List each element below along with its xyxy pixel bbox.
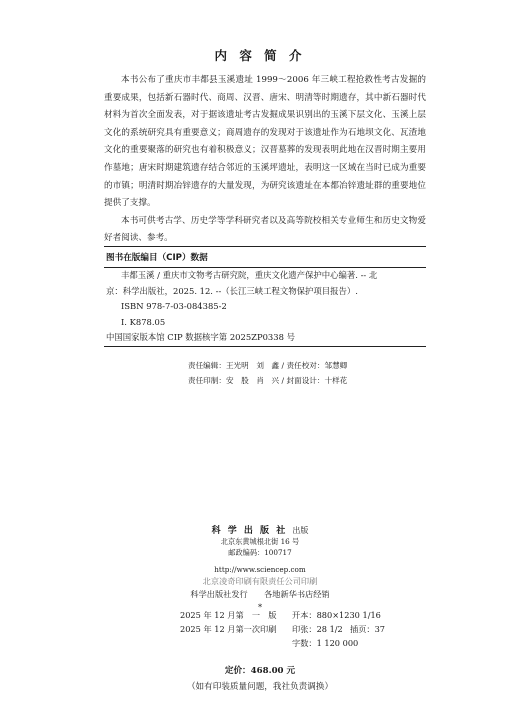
edition-row [180,609,400,623]
cip-bottom-rule [104,346,426,347]
staff-credits [188,358,438,388]
publisher-address: 北京东黄城根北街 16 号 [220,537,300,546]
cip-block [104,246,426,347]
publisher-name-suffix: 出版 [292,526,309,535]
publisher-postcode: 邮政编码：100717 [228,548,292,557]
format: 开本：880×1230 1/16 [292,610,381,620]
edition-info [180,609,400,650]
summary-title: 内 容 简 介 [214,48,306,63]
cip-heading: 图书在版编目（CIP）数据 [106,253,208,263]
cip-number: 中国国家版本馆 CIP 数据核字第 2025ZP0338 号 [106,332,295,343]
sheets: 印张：28 1/2 [292,623,343,634]
printing-row [180,623,400,637]
publisher-website: http://www.sciencep.com [214,565,306,574]
publisher-logo-text: 科 学 出 版 社 [211,526,288,536]
cip-line: 丰都玉溪 / 重庆市文物考古研究院，重庆文化遗产保护中心编著. -- 北 [121,270,378,280]
summary-body [104,72,426,248]
word-count: 字数：1 120 000 [292,637,359,648]
printing-label: 2025 年 12 月第一次印刷 [180,623,277,634]
staff-row: 责任编辑：王光明 刘 鑫 / 责任校对：邹慧卿 [188,361,348,370]
publisher-name [0,523,520,536]
cip-top-rule [104,246,426,247]
edition-label: 2025 年 12 月第 一 版 [180,610,277,620]
separator-star: * [257,602,263,612]
printer-name: 北京凌奇印刷有限责任公司印刷 [202,576,318,586]
price: 定价：468.00 元 [224,666,296,676]
cip-line: 京：科学出版社，2025. 12. --（长江三峡工程文物保护项目报告）. [106,285,358,296]
summary-paragraph: 本书可供考古学、历史学等学科研究者以及高等院校相关专业师生和历史文物爱好者阅读、参考。 [104,215,426,244]
cip-isbn: ISBN 978-7-03-084385-2 [121,301,227,312]
summary-paragraph: 本书公布了重庆市丰都县玉溪遗址 1999～2006 年三峡工程抢救性考古发掘的重要成果，包括新石器时代、商周、汉晋、唐宋、明清等时期遗存，其中新石器时代材料为首次全面发表，对于据该遗址考古发掘成果识别出的玉溪下层文化、玉溪上层文化的系统研究具有重要意义；商周遗存的发现对于该遗址作为石地坝文化、瓦渣地文化的重要聚落的研究也有着积极意义；汉晋墓葬的发现表明此地在汉晋时期主要用作墓地；唐宋时期建筑遗存结合邻近的玉溪坪遗址，表明这一区域在当时已成为重要的市镇；明清时期冶锌遗存的大量发现，为研究该遗址在本都冶锌遗址群的重要地位提供了支撑。 [104,75,426,209]
distribution-line: 科学出版社发行 各地新华书店经销 [190,589,330,599]
quality-notice: （如有印装质量问题，我社负责调换） [186,682,334,692]
cip-classification: Ⅰ. K878.05 [121,316,166,327]
inserts: 插页：37 [350,623,385,634]
publisher-block [0,523,520,614]
staff-row: 责任印制：安 股 肖 兴 / 封面设计：十样花 [188,376,348,385]
